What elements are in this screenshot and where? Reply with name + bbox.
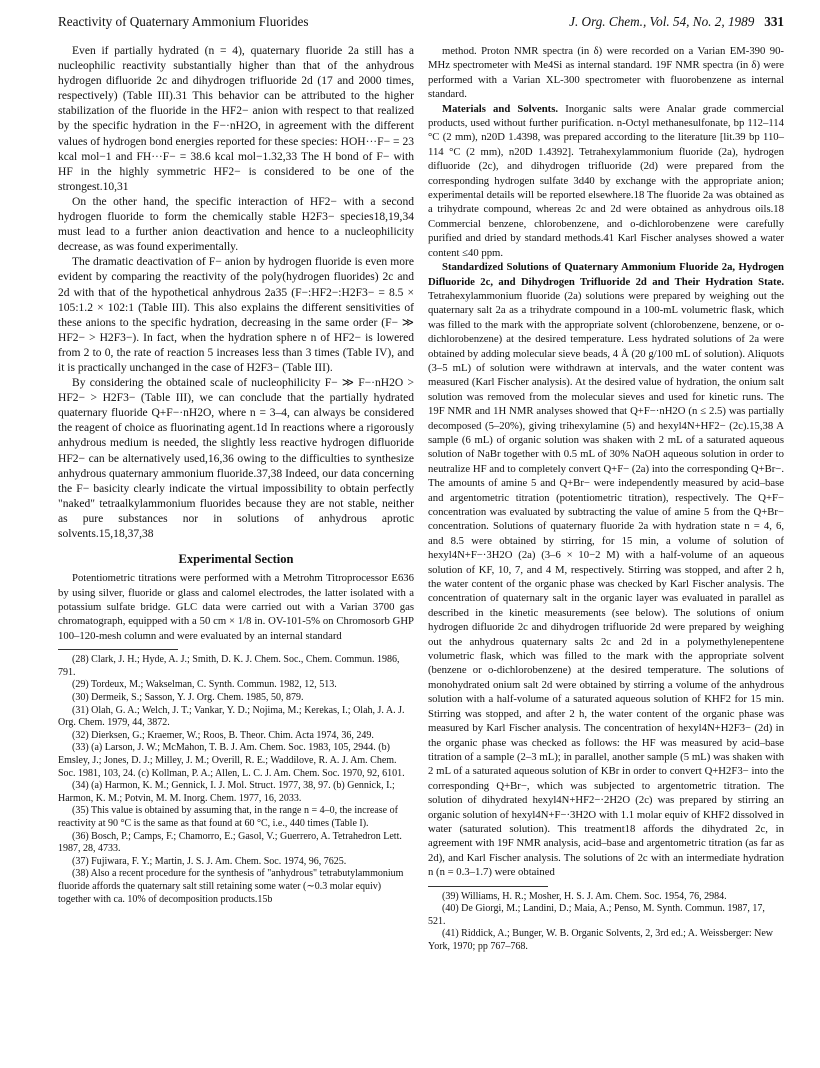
footnote: (33) (a) Larson, J. W.; McMahon, T. B. J. Am. Chem. Soc. 1983, 105, 2944. (b) Emsley, J.; Jones, D. J.; Milley, J. M.; Overill, R. E.; Waddilove, R. A. J. Am. Chem. Soc. 1981, 103, 24. (c) Kollman, P. A.; Allen, L. C. J. Am. Chem. Soc. 1970, 92, 6101.	[58, 742, 405, 779]
paragraph-heading: Standardized Solutions of Quaternary Ammonium Fluoride 2a, Hydrogen Difluoride 2c, and Dihydrogen Trifluoride 2d and Their Hydration State.	[428, 261, 784, 288]
footnote: (29) Tordeux, M.; Wakselman, C. Synth. Commun. 1982, 12, 513.	[72, 679, 337, 691]
journal-citation: J. Org. Chem., Vol. 54, No. 2, 1989 331	[569, 14, 784, 29]
paragraph: By considering the obtained scale of nucleophilicity F− ≫ F−·nH2O > HF2− > H2F3− (Table III), we can conclude that the partially hydrated quaternary fluoride Q+F−·nH2O, where n = 3–4, can always be considered the reagent of choice as fluorinating agent.1d In reactions where a rigorously anhydrous medium is needed, the slightly less reactive hydrogen difluoride HF2− can be alternatively used,16,36 owing to the difficulties to synthesize anhydrous quaternary ammonium fluoride.37,38 Indeed, our data concerning the F− basicity clearly indicate the virtual impossibility to obtain perfectly "naked" tetraalkylammonium fluorides because they are not stable, neither as pure substances nor in solutions of anhydrous aprotic solvents.15,18,37,38	[58, 377, 414, 540]
footnote: (38) Also a recent procedure for the synthesis of "anhydrous" tetrabutylammonium fluoride affords the quaternary salt still retaining some water (∼0.3 molar equiv) together with ca. 10% of decomposition products.15b	[58, 868, 404, 905]
paragraph: The dramatic deactivation of F− anion by hydrogen fluoride is even more evident by comparing the reactivity of the poly(hydrogen fluorides) 2c and 2d with that of the hypothetical anhydrous 2a35 (F−:HF2−:H2F3− = 8.5 × 105:1.2 × 102:1 (Table III). This also explains the different sensitivities of these anions to the specific hydration, decreasing in the same order (F− ≫ HF2− > H2F3−). In fact, when the hydration sphere n of HF2− is lowered from 2 to 0, the rate of reaction 5 increases less than 3 times (Table IV), and it is practically unchanged in the case of H2F3− (Table III).	[58, 256, 414, 374]
running-title: Reactivity of Quaternary Ammonium Fluorides	[58, 14, 309, 29]
paragraph: Even if partially hydrated (n = 4), quaternary fluoride 2a still has a nucleophilic reactivity substantially higher than that of the anhydrous hydrogen difluoride 2c and dihydrogen trifluoride 2d (17 and 2000 times, respectively) (Table III).31 This behavior can be attributed to the higher stabilization of the fluoride in the HF2− anion with respect to that realized by the specific hydration in the F−·nH2O, in agreement with the different values of hydrogen bond energies reported for these species: HOH···F− = 23 kcal mol−1 and FH···F− = 38.6 kcal mol−1.32,33 The H bond of F− with HF in the highly symmetric HF2− is considered to be one of the strongest.10,31	[58, 45, 414, 193]
footnote-divider	[428, 886, 548, 887]
footnotes-right	[428, 891, 784, 954]
footnote: (30) Dermeik, S.; Sasson, Y. J. Org. Chem. 1985, 50, 879.	[72, 692, 304, 703]
left-column	[58, 44, 414, 906]
footnote: (31) Olah, G. A.; Welch, J. T.; Vankar, Y. D.; Nojima, M.; Kerekas, I.; Olah, J. A. J. Org. Chem. 1979, 44, 3872.	[58, 704, 405, 729]
right-column	[428, 44, 784, 954]
running-header	[58, 14, 784, 34]
footnote-divider	[58, 649, 178, 650]
footnotes-left	[58, 654, 414, 906]
page-number: 331	[764, 14, 784, 29]
paragraph: method. Proton NMR spectra (in δ) were recorded on a Varian EM-390 90-MHz spectrometer with Me4Si as internal standard. 19F NMR spectra (in δ) were performed with a Varian XL-300 spectrometer with fluorobenzene as internal standard.	[428, 45, 784, 101]
footnote: (32) Dierksen, G.; Kraemer, W.; Roos, B. Theor. Chim. Acta 1974, 36, 249.	[72, 729, 374, 741]
footnote: (36) Bosch, P.; Camps, F.; Chamorro, E.; Gasol, V.; Guerrero, A. Tetrahedron Lett. 1987, 28, 4733.	[58, 830, 402, 855]
footnote: (34) (a) Harmon, K. M.; Gennick, I. J. Mol. Struct. 1977, 38, 97. (b) Gennick, I.; Harmon, K. M.; Potvin, M. M. Inorg. Chem. 1977, 16, 2033.	[58, 780, 395, 804]
paragraph: Standardized Solutions of Quaternary Ammonium Fluoride 2a, Hydrogen Difluoride 2c, and Dihydrogen Trifluoride 2d and Their Hydration State. Tetrahexylammonium fluoride (2a) solutions were prepared by weighing out the quaternary salt 2a as a trihydrate compound in a 100-mL volumetric flask, which was filled to the mark with the appropriate solvent (chlorobenzene, benzene, or o-dichlorobenzene) at the desired temperature. Less hydrated solutions of 2a were obtained by adding molecular sieve beads, 4 Å (20 g/100 mL of solution). Aliquots (3–5 mL) of solution were withdrawn at intervals, and the water content was measured (Karl Fischer analysis). At the desired value of hydration, the onium salt solution was removed from the molecular sieves and used for kinetic runs. The 19F NMR and 1H NMR analyses showed that Q+F−·nH2O (n ≤ 2.5) was partially decomposed (5–20%), giving trihexylamine (5) and hexyl4N+HF2− (2c).15,38 A sample (6 mL) of organic solution was shaken with 2 mL of a saturated aqueous solution of NaBr together with 0.5 mL of 30% NaOH aqueous solution in order to neutralize HF and to completely convert Q+F− (2a) into the corresponding Q+Br−. The amounts of amine 5 and Q+Br− were independently measured by acid–base and argentometric titration (potentiometric titration), respectively. The Q+F− concentration was evaluated by subtracting the value of amine 5 from the Q+Br− concentration. Solutions of quaternary fluoride 2a with hydration state n = 4, 6, and 8.5 were obtained by stirring, for 15 min, a volume of solution of hexyl4N+F−·3H2O (2a) (3–6 × 10−2 M) with a half-volume of an aqueous solution of KF, 10, 7, and 4 M, respectively. Stirring was stopped, and after 2 h, the water content of the organic phase was checked by Karl Fischer analysis. The concentration of quaternary salt in the organic layer was evaluated in parallel as described in the kinetic measurements (see below). The solutions of onium hydrogen difluoride 2c and dihydrogen trifluoride 2d were prepared by weighing out the anhydrous quaternary salts 2c and 2d in a polymethylenepentene volumetric flask, which was filled to the mark with the appropriate solvent (benzene or o-dichlorobenzene) at the desired temperature. The solutions of monohydrated onium salt 2d were obtained by stirring a volume of the anhydrous solution with a half-volume of a saturated aqueous solution of KHF2 for 15 min. Stirring was stopped, and after 2 h, the water content of the organic phase was measured by Karl Fischer analysis. The concentration of hexyl4N+H2F3− (2d) in the organic phase was checked as follows: the HF was measured by acid–base titration of a sample (2–3 mL); in parallel, another sample (5 mL) was shaken with 2 mL of a saturated aqueous solution of KBr in order to convert Q+H2F3− into the corresponding Q+Br−, which was subjected to argentometric titration. The solution of dihydrated hexyl4N+HF2−·2H2O (2c) was prepared by stirring an organic solution of hexyl4N+F−·3H2O with 1.1 molar equiv of KHF2 dissolved in water (saturated solution). This treatment18 affords the dihydrated 2c, in agreement with 19F NMR analysis, acid–base and argentometric titration (as far as 2d), and Karl Fischer analysis. The solutions of 2c with an intermediate hydration n (n = 0.3–1.7) were obtained	[428, 261, 784, 879]
paragraph: Materials and Solvents. Inorganic salts were Analar grade commercial products, used without further purification. n-Octyl methanesulfonate, bp 112–114 °C (2 mm), n20D 1.4398, was prepared according to the literature [lit.39 bp 110–114 °C (2 mm), n20D 1.4392]. Tetrahexylammonium fluoride (2a), hydrogen difluoride (2c), and dihydrogen trifluoride (2d) were prepared from the corresponding hydrogen sulfate 3d40 by exchange with the appropriate anion; experimental details will be reported elsewhere.18 The fluoride 2a was obtained as a trihydrate compound, whereas 2c and 2d were obtained as anhydrous oils.18 Commercial benzene, chlorobenzene, and o-dichlorobenzene were carefully purified and dried by standard methods.41 Karl Fischer analyses showed a water content ≤40 ppm.	[428, 102, 784, 259]
footnote: (28) Clark, J. H.; Hyde, A. J.; Smith, D. K. J. Chem. Soc., Chem. Commun. 1986, 791.	[58, 654, 400, 678]
paragraph-heading: Materials and Solvents.	[442, 102, 559, 115]
footnote: (37) Fujiwara, F. Y.; Martin, J. S. J. Am. Chem. Soc. 1974, 96, 7625.	[72, 855, 347, 867]
paragraph: On the other hand, the specific interaction of HF2− with a second hydrogen fluoride to form the chemically stable H2F3− species18,19,34 must lead to a further anion deactivation and hence to a nucleophilicity decrease, as was found experimentally.	[58, 195, 414, 254]
footnote: (39) Williams, H. R.; Mosher, H. S. J. Am. Chem. Soc. 1954, 76, 2984.	[442, 890, 727, 902]
section-heading: Experimental Section	[178, 552, 294, 567]
footnote: (41) Riddick, A.; Bunger, W. B. Organic Solvents, 2, 3rd ed.; A. Weissberger: New York, 1970; pp 767–768.	[428, 928, 773, 952]
footnote: (35) This value is obtained by assuming that, in the range n = 4–0, the increase of reactivity at 90 °C is the same as that found at 60 °C, i.e., 440 times (Table I).	[58, 805, 398, 829]
footnote: (40) De Giorgi, M.; Landini, D.; Maia, A.; Penso, M. Synth. Commun. 1987, 17, 521.	[428, 903, 765, 927]
paragraph: Potentiometric titrations were performed with a Metrohm Titroprocessor E636 by using silver, fluoride or glass and calomel electrodes, the latter isolated with a potassium sulfate bridge. GLC data were carried out with a Varian 3700 gas chromatograph, equipped with a 50 cm × 1/8 in. OV-101-5% on Chromosorb GHP 100–120-mesh column and were evaluated by an internal standard	[58, 572, 414, 642]
